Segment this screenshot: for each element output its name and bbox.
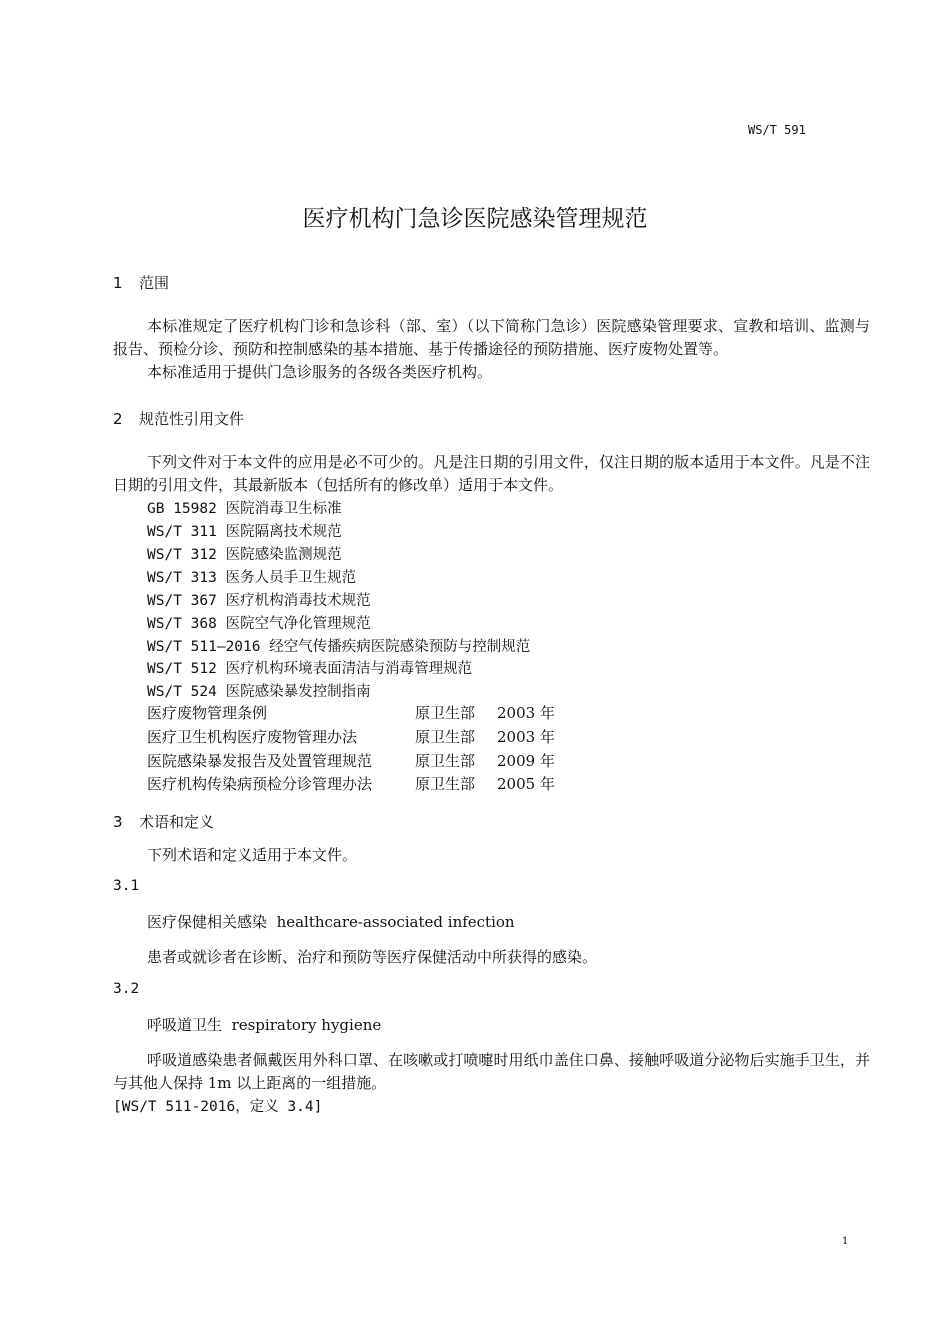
definition-source: [WS/T 511-2016，定义 3.4] [113, 1099, 323, 1115]
regulation-year: 2003 年 [497, 728, 555, 746]
regulation-title: 医院感染暴发报告及处置管理规范 [147, 752, 373, 770]
reference-item: WS/T 367 医疗机构消毒技术规范 [147, 593, 371, 609]
document-title: 医疗机构门急诊医院感染管理规范 [302, 206, 648, 232]
regulation-row [147, 726, 555, 747]
reference-item: WS/T 368 医院空气净化管理规范 [147, 616, 371, 632]
section-3-heading [113, 811, 214, 832]
regulation-row [147, 702, 555, 723]
term-english: respiratory hygiene [231, 1016, 382, 1034]
regulation-issuer: 原卫生部 [415, 752, 476, 770]
page-number: 1 [842, 1236, 849, 1247]
reference-item: WS/T 524 医院感染暴发控制指南 [147, 684, 371, 700]
regulation-title: 医疗卫生机构医疗废物管理办法 [147, 728, 358, 746]
section-number: 2 [113, 410, 123, 428]
reference-item: WS/T 312 医院感染监测规范 [147, 547, 342, 563]
term-english: healthcare-associated infection [276, 913, 515, 931]
section-title: 范围 [139, 274, 170, 292]
regulation-row [147, 750, 555, 771]
term-definition: 患者或就诊者在诊断、治疗和预防等医疗保健活动中所获得的感染。 [147, 948, 598, 966]
applicability-paragraph: 本标准适用于提供门急诊服务的各级各类医疗机构。 [147, 363, 493, 381]
section-number: 3 [113, 813, 123, 831]
section-number: 1 [113, 274, 123, 292]
term-entry [147, 1014, 381, 1035]
reference-item: WS/T 511—2016 经空气传播疾病医院感染预防与控制规范 [147, 639, 531, 655]
regulation-year: 2003 年 [497, 704, 555, 722]
regulation-issuer: 原卫生部 [415, 728, 476, 746]
term-entry [147, 911, 515, 932]
section-title: 规范性引用文件 [139, 410, 245, 428]
regulation-row [147, 773, 555, 794]
references-intro: 下列文件对于本文件的应用是必不可少的。凡是注日期的引用文件，仅注日期的版本适用于本文件。凡是不注日期的引用文件，其最新版本（包括所有的修改单）适用于本文件。 [113, 453, 870, 494]
term-chinese: 医疗保健相关感染 [147, 913, 268, 931]
clause-number: 3.2 [113, 981, 140, 997]
regulation-year: 2005 年 [497, 775, 555, 793]
clause-number: 3.1 [113, 878, 140, 894]
term-chinese: 呼吸道卫生 [147, 1016, 223, 1034]
regulation-year: 2009 年 [497, 752, 555, 770]
term-definition: 呼吸道感染患者佩戴医用外科口罩、在咳嗽或打喷嚏时用纸巾盖住口鼻、接触呼吸道分泌物后实施手卫生，并与其他人保持 1m 以上距离的一组措施。 [113, 1051, 870, 1092]
terms-intro: 下列术语和定义适用于本文件。 [147, 846, 358, 864]
section-2-heading [113, 408, 244, 429]
regulation-title: 医疗机构传染病预检分诊管理办法 [147, 775, 373, 793]
regulation-title: 医疗废物管理条例 [147, 704, 268, 722]
reference-item: GB 15982 医院消毒卫生标准 [147, 501, 342, 517]
section-title: 术语和定义 [139, 813, 215, 831]
section-1-heading [113, 272, 169, 293]
regulation-issuer: 原卫生部 [415, 775, 476, 793]
reference-item: WS/T 512 医疗机构环境表面清洁与消毒管理规范 [147, 661, 473, 677]
reference-item: WS/T 313 医务人员手卫生规范 [147, 570, 357, 586]
regulation-issuer: 原卫生部 [415, 704, 476, 722]
reference-item: WS/T 311 医院隔离技术规范 [147, 524, 342, 540]
standard-code-header: WS/T 591 [748, 123, 806, 136]
scope-paragraph: 本标准规定了医疗机构门诊和急诊科（部、室）（以下简称门急诊）医院感染管理要求、宣教和培训、监测与报告、预检分诊、预防和控制感染的基本措施、基于传播途径的预防措施、医疗废物处置等。 [113, 317, 870, 358]
